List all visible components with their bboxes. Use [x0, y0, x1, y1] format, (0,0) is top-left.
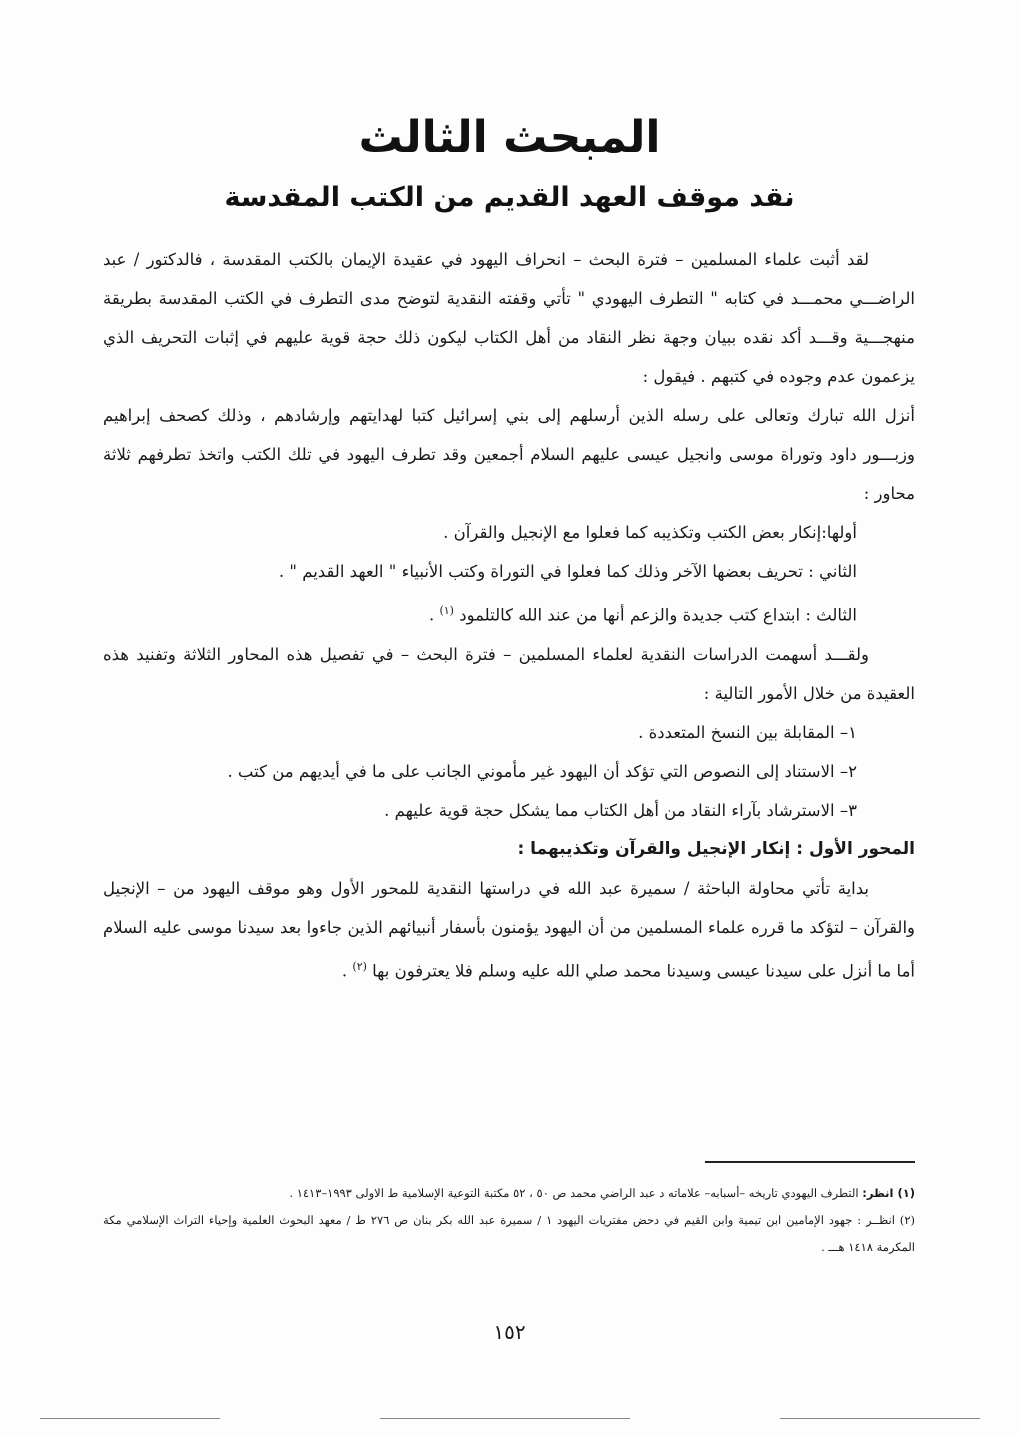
axis-item-third-text: الثالث : ابتداع كتب جديدة والزعم أنها من عند الله كالتلمود [459, 605, 857, 625]
axis-item-third [103, 591, 915, 635]
list-item-comparison: ١– المقابلة بين النسخ المتعددة . [638, 722, 857, 742]
section-subtitle: نقد موقف العهد القديم من الكتب المقدسة [224, 182, 795, 213]
scan-edge-line [40, 1418, 220, 1419]
footnotes [103, 1180, 915, 1261]
paragraph-researcher-text: بداية تأتي محاولة الباحثة / سميرة عبد الله في دراستها النقدية للمحور الأول وهو موقف اليهود من – الإنجيل والقرآن – لتؤكد ما قرره علماء المسلمين من أن اليهود يؤمنون بأسفار أنبيائهم الذين جاءوا بعد سيدنا موسى عليه السلام أما ما أنزل على سيدنا عيسى وسيدنا محمد صلي الله عليه وسلم فلا يعترفون بها [103, 878, 915, 980]
page-number: ١٥٢ [493, 1320, 526, 1344]
paragraph-researcher-end: . [341, 961, 353, 980]
paragraph-researcher [103, 869, 915, 991]
scan-edge-line [780, 1418, 980, 1419]
footnote-ref-1[interactable]: (١) [439, 604, 454, 617]
page-title: المبحث الثالث [358, 112, 661, 163]
footnote-2: (٢) انظــر : جهود الإمامين ابن تيمية وابن القيم في دحض مفتريات اليهود ١ / سميرة عبد الله بكر بنان ص ٢٧٦ ط / معهد البحوث العلمية وإحياء التراث الإسلامي مكة المكرمة ١٤١٨ هـــ . [103, 1213, 915, 1254]
paragraph-books: أنزل الله تبارك وتعالى على رسله الذين أرسلهم إلى بني إسرائيل كتبا لهدايتهم وإرشادهم ، وذلك كصحف إبراهيم وزبـــور داود وتوراة موسى وانجيل عيسى عليهم السلام أجمعين وقد تطرف اليهود في تلك الكتب واتخذ تطرفهم ثلاثة محاور : [103, 406, 915, 503]
footnote-1-text: التطرف اليهودي تاريخه –أسبابه– علاماته د عبد الراضي محمد ص ٥٠ ، ٥٢ مكتبة التوعية الإسلامية ط الاولى ١٩٩٣–١٤١٣ . [289, 1186, 863, 1200]
axis-item-second: الثاني : تحريف بعضها الآخر وذلك كما فعلوا في التوراة وكتب الأنبياء " العهد القديم " . [278, 562, 857, 581]
body-text [103, 240, 915, 990]
paragraph-intro: لقد أثبت علماء المسلمين – فترة البحث – انحراف اليهود في عقيدة الإيمان بالكتب المقدسة ، فالدكتور / عبد الراضـــي محمـــد في كتابه " التطرف اليهودي " تأتي وقفته النقدية لتوضح مدى التطرف في الكتب المقدسة بطريقة منهجـــية وقـــد أكد نقده ببيان وجهة نظر النقاد من أهل الكتاب ليكون ذلك حجة قوية عليهم في إثبات التحريف الذي يزعمون عدم وجوده في كتبهم . فيقول : [103, 250, 915, 386]
paragraph-studies: ولقـــد أسهمت الدراسات النقدية لعلماء المسلمين – فترة البحث – في تفصيل هذه المحاور الثلاثة وتفنيد هذه العقيدة من خلال الأمور التالية : [103, 644, 915, 703]
scan-edge-line [380, 1418, 630, 1419]
footnote-1 [103, 1180, 915, 1207]
footnote-1-mark: (١) انظر: [862, 1186, 915, 1200]
footnote-ref-2[interactable]: (٢) [352, 959, 367, 973]
axis-item-third-end: . [428, 605, 440, 625]
footnote-divider [705, 1161, 915, 1163]
axis-item-first: أولها:إنكار بعض الكتب وتكذيبه كما فعلوا مع الإنجيل والقرآن . [443, 523, 857, 542]
axis-heading: المحور الأول : إنكار الإنجيل والقرآن وتكذيبهما : [517, 838, 915, 859]
list-item-critics: ٣– الاسترشاد بآراء النقاد من أهل الكتاب مما يشكل حجة قوية عليهم . [384, 800, 857, 820]
list-item-texts: ٢– الاستناد إلى النصوص التي تؤكد أن اليهود غير مأموني الجانب على ما في أيديهم من كتب . [227, 761, 857, 781]
